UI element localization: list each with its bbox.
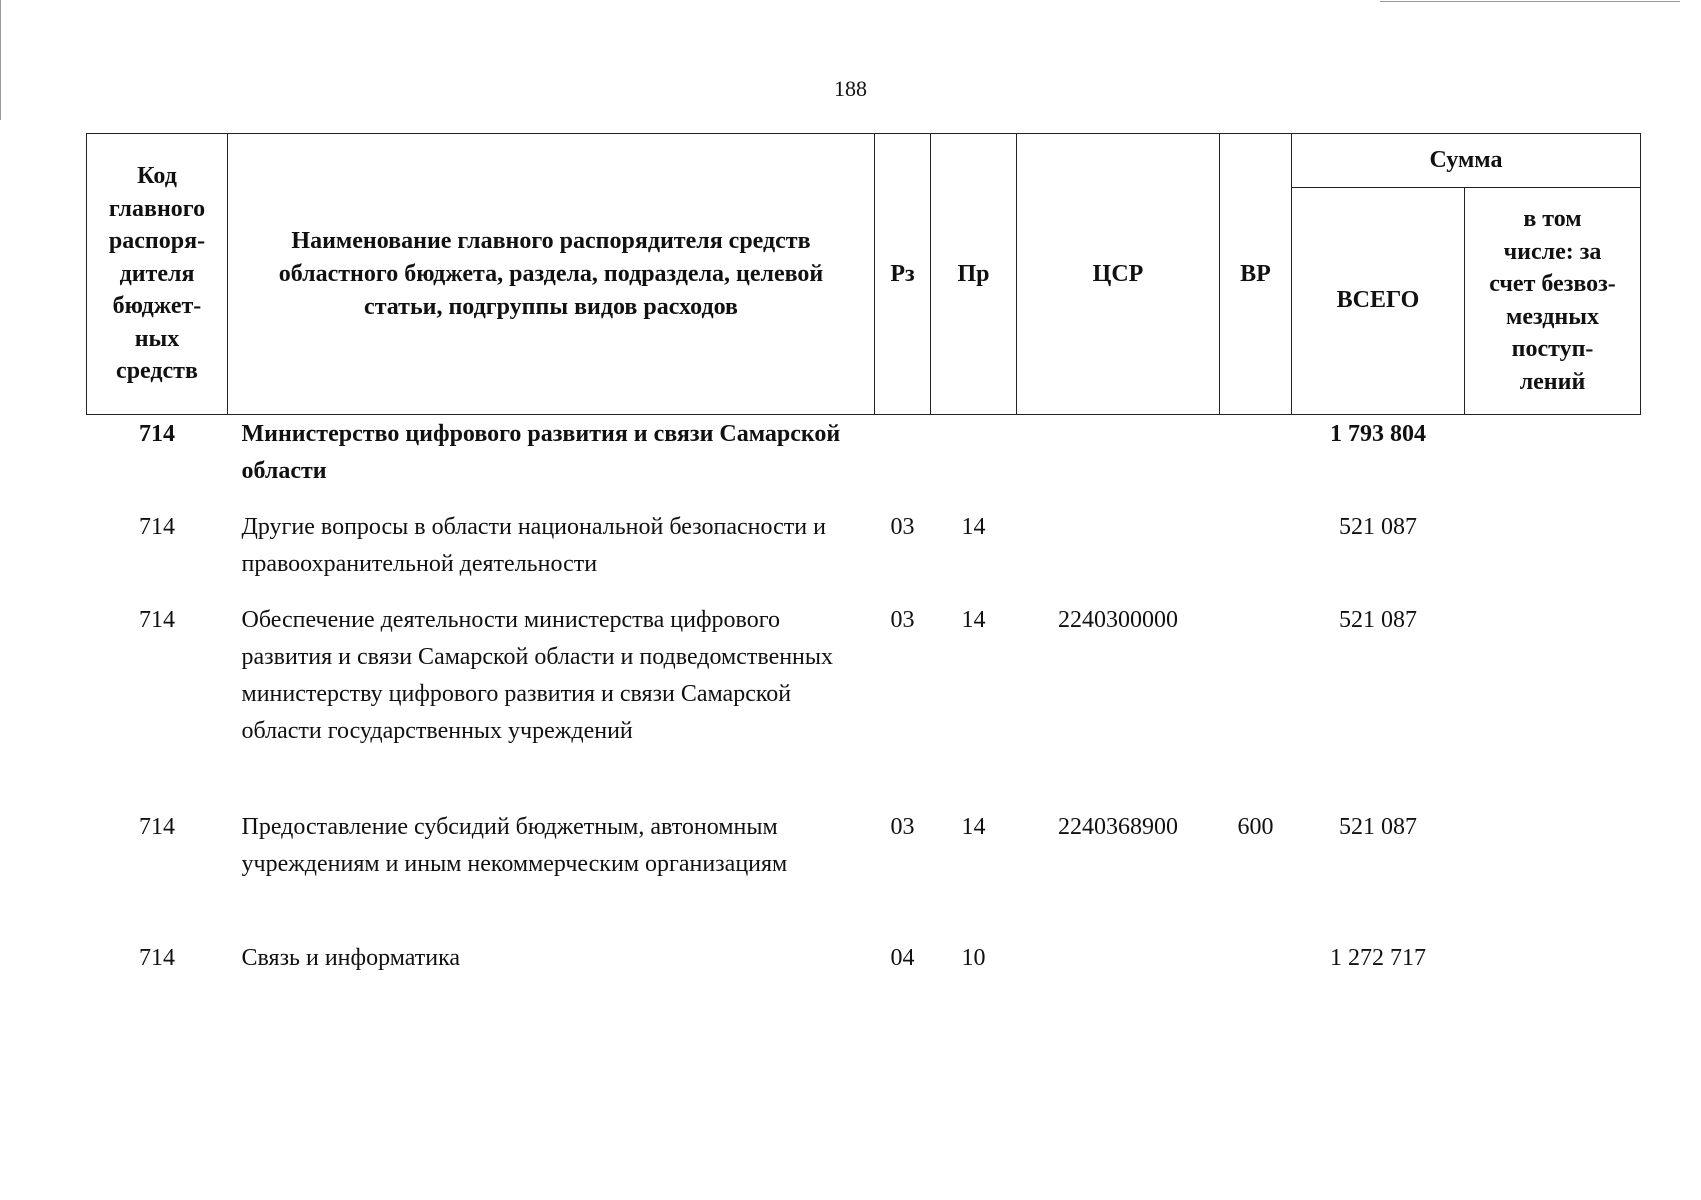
table-row [87, 509, 1641, 602]
header-sum: Сумма [1292, 134, 1641, 188]
row-csr: 2240368900 [1058, 814, 1178, 840]
header-code-text: Код главного распоря-дителя бюджет-ных средств [108, 163, 206, 385]
row-code: 714 [139, 814, 175, 840]
row-free [1465, 809, 1641, 940]
row-code: 714 [139, 607, 175, 633]
header-vr: ВР [1220, 134, 1292, 415]
row-vr [1220, 415, 1292, 510]
table-body [87, 415, 1641, 981]
row-name: Связь и информатика [241, 945, 461, 971]
row-total: 521 087 [1339, 814, 1417, 840]
row-code: 714 [139, 421, 175, 447]
row-code: 714 [139, 514, 175, 540]
row-rz: 03 [890, 814, 915, 840]
header-free [1465, 187, 1641, 414]
table-row [87, 940, 1641, 980]
row-code: 714 [139, 945, 175, 971]
row-total: 1 793 804 [1330, 421, 1426, 447]
table-header [87, 134, 1641, 415]
row-vr [1220, 940, 1292, 980]
row-rz: 03 [890, 514, 915, 540]
row-pr: 10 [961, 945, 986, 971]
row-name: Министерство цифрового развития и связи Самарской области [241, 421, 841, 484]
budget-table [86, 133, 1641, 980]
row-rz [875, 415, 931, 510]
header-free-text: в том числе: за счет безвоз-мездных поступ-лений [1489, 206, 1616, 395]
header-name: Наименование главного распорядителя средств областного бюджета, раздела, подраздела, целевой статьи, подгруппы видов расходов [228, 134, 875, 415]
row-vr: 600 [1237, 814, 1274, 840]
header-code [87, 134, 228, 415]
row-free [1465, 509, 1641, 602]
row-pr: 14 [961, 514, 986, 540]
header-pr: Пр [931, 134, 1017, 415]
row-csr: 2240300000 [1058, 607, 1178, 633]
row-free [1465, 940, 1641, 980]
row-name: Предоставление субсидий бюджетным, автономным учреждениям и иным некоммерческим организациям [241, 814, 788, 877]
row-pr: 14 [961, 814, 986, 840]
row-pr: 14 [961, 607, 986, 633]
row-vr [1220, 602, 1292, 809]
row-vr [1220, 509, 1292, 602]
row-rz: 03 [890, 607, 915, 633]
row-rz: 04 [890, 945, 915, 971]
table-row [87, 602, 1641, 809]
row-csr [1017, 940, 1220, 980]
row-name: Обеспечение деятельности министерства цифрового развития и связи Самарской области и подведомственных министерству цифрового развития и связи Самарской области государственных учреждений [241, 607, 834, 744]
row-free [1465, 602, 1641, 809]
row-name: Другие вопросы в области национальной безопасности и правоохранительной деятельности [241, 514, 826, 577]
row-free [1465, 415, 1641, 510]
row-pr [931, 415, 1017, 510]
row-total: 1 272 717 [1330, 945, 1426, 971]
page-number: 188 [834, 76, 867, 101]
row-total: 521 087 [1339, 514, 1417, 540]
header-total: ВСЕГО [1292, 187, 1465, 414]
table-row [87, 415, 1641, 510]
header-csr: ЦСР [1017, 134, 1220, 415]
row-total: 521 087 [1339, 607, 1417, 633]
row-csr [1017, 509, 1220, 602]
scan-edge-top [1380, 1, 1680, 2]
scan-edge-left [0, 0, 1, 120]
row-csr [1017, 415, 1220, 510]
table-row [87, 809, 1641, 940]
header-rz: Рз [875, 134, 931, 415]
